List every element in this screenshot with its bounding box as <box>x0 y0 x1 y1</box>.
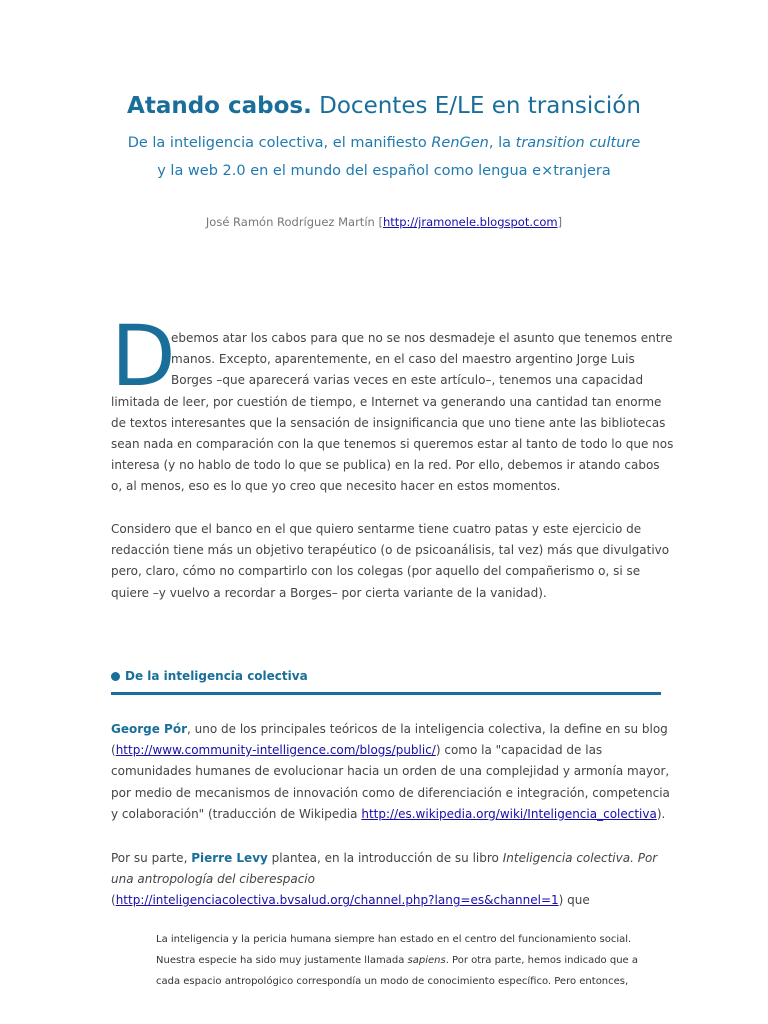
quote-text: Nuestra especie ha sido muy justamente llamada <box>156 955 408 967</box>
paragraph-line: comunidades humanes de evolucionar hacia un orden de una complejidad y armonía mayor, <box>111 764 670 779</box>
paragraph-line: Considero que el banco en el que quiero sentarme tiene cuatro patas y este ejercicio de <box>111 522 642 536</box>
paragraph-line: quiere –y vuelvo a recordar a Borges– por cierta variante de la vanidad). <box>111 585 547 600</box>
community-intelligence-link[interactable]: http://www.community-intelligence.com/blogs/public/ <box>115 743 436 758</box>
paragraph-text: y colaboración" (traducción de Wikipedia <box>111 806 362 821</box>
george-por-paragraph <box>111 719 670 825</box>
title-rest: Docentes E/LE en transición <box>311 93 641 119</box>
paragraph-text: Por su parte, <box>111 851 192 865</box>
author-name-highlight: George Pór <box>111 722 188 736</box>
author-name: José Ramón Rodríguez Martín [ <box>205 215 383 229</box>
paragraph-text: ) como la "capacidad de las <box>435 743 603 758</box>
pierre-levy-paragraph <box>111 848 663 912</box>
bullet-icon <box>111 672 120 681</box>
subtitle-line-2: y la web 2.0 en el mundo del español como lengua e×tranjera <box>157 163 611 179</box>
quote-italic: sapiens <box>407 955 446 967</box>
author-name-highlight: Pierre Levy <box>191 851 268 865</box>
paragraph-line: por medio de mecanismos de innovación como de diferenciación e integración, competencia <box>111 785 670 800</box>
drop-cap: D <box>111 307 176 405</box>
paragraph-line <box>111 804 666 825</box>
paragraph-line: o, al menos, eso es lo que yo creo que necesito hacer en estos momentos. <box>111 479 561 494</box>
quote-text: . Por otra parte, hemos indicado que a <box>445 955 638 967</box>
paragraph-text: ( <box>111 893 116 908</box>
subtitle-italic-rengen: RenGen <box>431 135 489 151</box>
section-heading-text: De la inteligencia colectiva <box>125 669 308 683</box>
subtitle-italic-transition: transition culture <box>515 135 641 151</box>
quote-line <box>156 951 656 972</box>
section-divider <box>111 692 661 695</box>
section-heading <box>111 669 663 683</box>
paragraph-line: de textos interesantes que la sensación de insignificancia que uno tiene ante las bibliotecas <box>111 415 666 430</box>
paragraph-line <box>111 740 663 761</box>
block-quote <box>156 930 656 994</box>
paragraph-line: interesa (y no hablo de todo lo que se publica) en la red. Por ello, debemos ir atando cabos <box>111 458 660 473</box>
book-title: Inteligencia colectiva. Por <box>502 851 658 865</box>
paragraph-line: limitada de leer, por cuestión de tiempo, e Internet va generando una cantidad tan enorme <box>111 394 662 409</box>
paragraph-text: ). <box>656 806 666 821</box>
paragraph-line: manos. Excepto, aparentemente, en el caso del maestro argentino Jorge Luis <box>171 352 635 367</box>
paragraph-line <box>111 719 668 740</box>
paragraph-text: ( <box>111 743 116 758</box>
bvsalud-link[interactable]: http://inteligenciacolectiva.bvsalud.org/channel.php?lang=es&channel=1 <box>115 893 559 908</box>
paragraph-line: redacción tiene más un objetivo terapéutico (o de psicoanálisis, tal vez) más que divulgativo <box>111 543 670 558</box>
subtitle-text: De la inteligencia colectiva, el manifiesto <box>127 135 432 151</box>
paragraph-line <box>111 890 663 911</box>
quote-line: La inteligencia y la pericia humana siempre han estado en el centro del funcionamiento social. <box>156 934 632 945</box>
paragraph-text: plantea, en la introducción de su libro <box>267 851 503 865</box>
author-blog-link[interactable]: http://jramonele.blogspot.com <box>382 215 558 229</box>
second-paragraph <box>111 519 670 604</box>
author-bracket: ] <box>557 215 563 229</box>
paragraph-line <box>111 869 663 890</box>
wikipedia-link[interactable]: http://es.wikipedia.org/wiki/Inteligencia_colectiva <box>361 806 657 821</box>
paragraph-line: pero, claro, cómo no compartirlo con los colegas (por aquello del compañerismo o, si se <box>111 564 641 579</box>
book-title: una antropología del ciberespacio <box>111 872 315 887</box>
subtitle-line-1 <box>0 133 768 153</box>
intro-paragraph <box>111 328 674 498</box>
quote-line: cada espacio antropológico correspondía un modo de conocimiento específico. Pero entonces, <box>156 976 629 988</box>
paragraph-line: ebemos atar los cabos para que no se nos desmadeje el asunto que tenemos entre <box>171 331 673 345</box>
subtitle-text: , la <box>488 135 516 151</box>
title-bold: Atando cabos. <box>127 93 312 119</box>
paragraph-text: , uno de los principales teóricos de la inteligencia colectiva, la define en su blog <box>187 722 668 736</box>
paragraph-line: Borges –que aparecerá varias veces en este artículo–, tenemos una capacidad <box>171 373 644 388</box>
paragraph-line: sean nada en comparación con la que tenemos si queremos estar al tanto de todo lo que nos <box>111 436 674 451</box>
paragraph-line <box>111 848 663 869</box>
author-line <box>0 215 768 229</box>
paragraph-text: ) que <box>558 893 590 908</box>
page-title <box>0 90 768 122</box>
